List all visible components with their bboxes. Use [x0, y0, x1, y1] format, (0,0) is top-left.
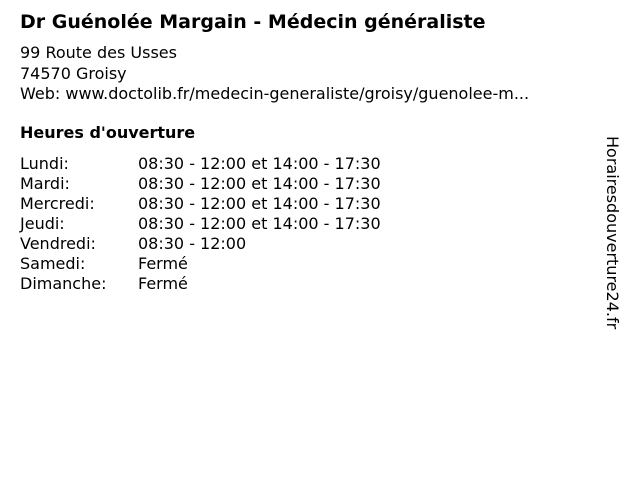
- website-line: Web: www.doctolib.fr/medecin-generaliste/groisy/guenolee-m...: [20, 84, 530, 103]
- day-hours: 08:30 - 12:00 et 14:00 - 17:30: [138, 214, 381, 233]
- day-label: Mardi:: [20, 174, 70, 193]
- opening-hours-heading: Heures d'ouverture: [20, 123, 196, 142]
- day-label: Lundi:: [20, 154, 69, 173]
- address-city: 74570 Groisy: [20, 64, 127, 83]
- day-hours: 08:30 - 12:00 et 14:00 - 17:30: [138, 174, 381, 193]
- day-label: Jeudi:: [20, 214, 65, 233]
- day-label: Vendredi:: [20, 234, 96, 253]
- day-label: Dimanche:: [20, 274, 107, 293]
- day-hours: 08:30 - 12:00 et 14:00 - 17:30: [138, 154, 381, 173]
- address-street: 99 Route des Usses: [20, 43, 177, 62]
- day-hours: 08:30 - 12:00: [138, 234, 247, 253]
- site-watermark: Horairesdouverture24.fr: [603, 136, 622, 330]
- day-hours: 08:30 - 12:00 et 14:00 - 17:30: [138, 194, 381, 213]
- day-label: Mercredi:: [20, 194, 95, 213]
- page-title: Dr Guénolée Margain - Médecin généraliste: [20, 11, 486, 33]
- day-hours: Fermé: [138, 254, 188, 273]
- day-label: Samedi:: [20, 254, 86, 273]
- day-hours: Fermé: [138, 274, 188, 293]
